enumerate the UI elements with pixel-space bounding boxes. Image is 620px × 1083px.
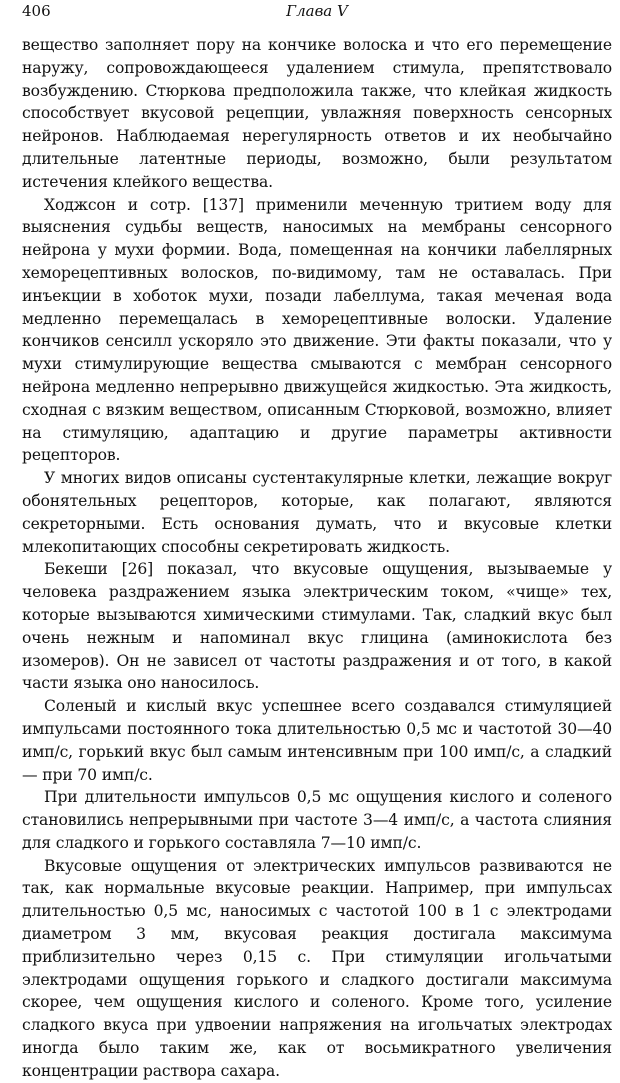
page-header xyxy=(22,0,612,34)
page-number: 406 xyxy=(22,2,51,20)
paragraph: Ходжсон и сотр. [137] применили меченную тритием воду для выяснения судьбы веществ, наносимых на мембраны сенсорного нейрона у мухи формии. Вода, помещенная на кончики лабеллярных хеморецептивных волосков, по-видимому, там не оставалась. При инъекции в хоботок мухи, позади лабеллума, такая меченая вода медленно перемещалась в хеморецептивные волоски. Удаление кончиков сенсилл ускоряло это движение. Эти факты показали, что у мухи стимулирующие вещества смываются с мембран сенсорного нейрона медленно непрерывно движущейся жидкостью. Эта жидкость, сходная с вязким веществом, описанным Стюрковой, возможно, влияет на стимуляцию, адаптацию и другие параметры активности рецепторов. xyxy=(22,195,612,465)
paragraph: Вкусовые ощущения от электрических импульсов развиваются не так, как нормальные вкусовые реакции. Например, при импульсах длительностью 0,5 мс, наносимых с частотой 100 в 1 с электродами диаметром 3 мм, вкусовая реакция достигала максимума приблизительно через 0,15 с. При стимуляции игольчатыми электродами ощущения горького и сладкого достигали максимума скорее, чем ощущения кислого и соленого. Кроме того, усиление сладкого вкуса при удвоении напряжения на игольчатых электродах иногда было таким же, как от восьмикратного увеличения концентрации раствора сахара. xyxy=(22,856,612,1080)
paragraph: Соленый и кислый вкус успешнее всего создавался стимуляцией импульсами постоянного тока длительностью 0,5 мс и частотой 30—40 имп/с, горький вкус был самым интенсивным при 100 имп/с, а сладкий — при 70 имп/с. xyxy=(22,697,612,784)
paragraph: Бекеши [26] показал, что вкусовые ощущения, вызываемые у человека раздражением языка электрическим током, «чище» тех, которые вызываются химическими стимулами. Так, сладкий вкус был очень нежным и напоминал вкус глицина (аминокислота без изомеров). Он не зависел от частоты раздражения и от того, в какой части языка оно наносилось. xyxy=(22,560,612,693)
book-page xyxy=(22,0,612,1080)
running-title: Глава V xyxy=(286,2,348,20)
paragraph: вещество заполняет пору на кончике волоска и что его перемещение наружу, сопровождающееся удалением стимула, препятствовало возбуждению. Стюркова предположила также, что клейкая жидкость способствует вкусовой рецепции, увлажняя поверхность сенсорных нейронов. Наблюдаемая нерегулярность ответов и их необычайно длительные латентные периоды, возможно, были результатом истечения клейкого вещества. xyxy=(22,36,612,191)
paragraph: При длительности импульсов 0,5 мс ощущения кислого и соленого становились непрерывными при частоте 3—4 имп/с, а частота слияния для сладкого и горького составляла 7—10 имп/с. xyxy=(22,788,612,852)
body-text xyxy=(22,34,612,1083)
paragraph: У многих видов описаны сустентакулярные клетки, лежащие вокруг обонятельных рецепторов, которые, как полагают, являются секреторными. Есть основания думать, что и вкусовые клетки млекопитающих способны секретировать жидкость. xyxy=(22,469,612,556)
